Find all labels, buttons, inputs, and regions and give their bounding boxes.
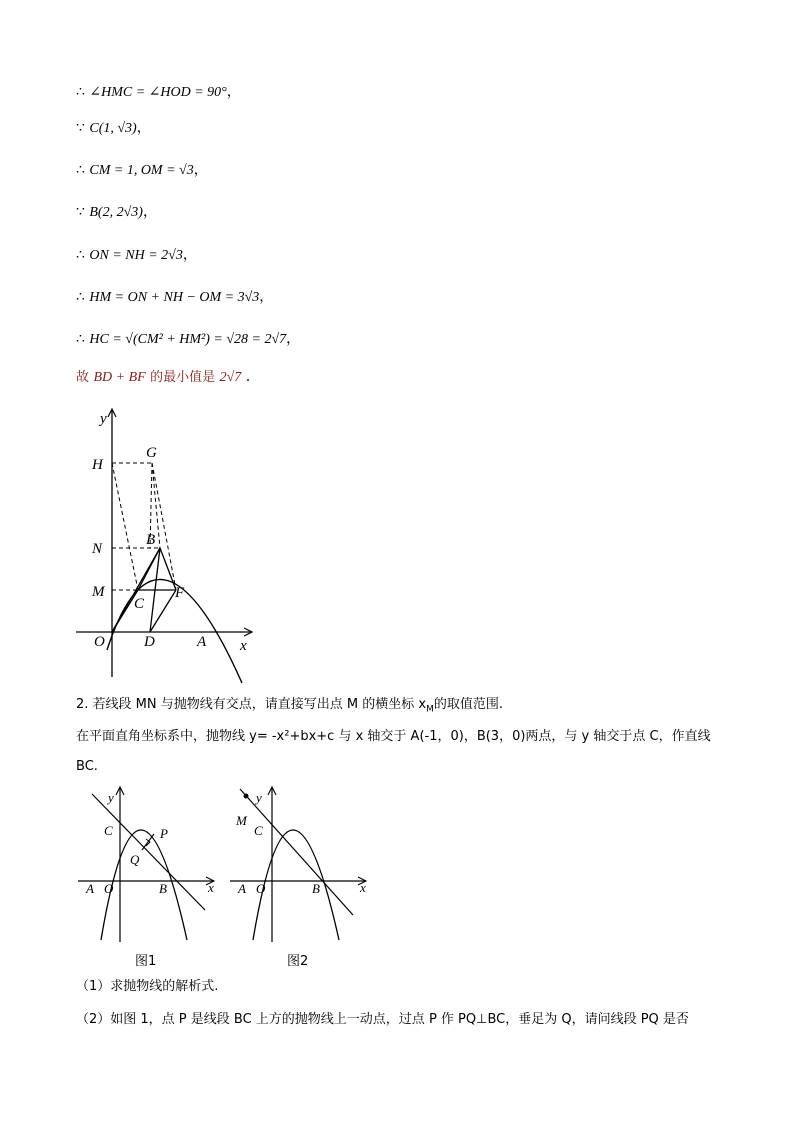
punctuation: ， (182, 247, 197, 263)
label-B: B (146, 532, 156, 548)
conclusion (76, 367, 250, 388)
question-2-end: 的取值范围. (433, 697, 503, 712)
because-symbol: ∵ (76, 120, 85, 136)
part-2: （2）如图 1，点 P 是线段 BC 上方的抛物线上一动点，过点 P 作 PQ⊥BC，垂足为 Q，请问线段 PQ 是否 (76, 1012, 689, 1027)
step-1-expression: ∠HMC = ∠HOD = 90° (89, 85, 227, 100)
step-3-expression: CM = 1, OM = √3 (89, 163, 194, 178)
punctuation: ， (193, 162, 208, 178)
fig-a-label-x: x (208, 880, 214, 895)
therefore-symbol: ∴ (76, 247, 85, 263)
label-x: x (240, 638, 247, 654)
fig-b-label-C: C (254, 823, 263, 838)
problem-line-2: BC. (76, 759, 98, 774)
label-H: H (92, 457, 103, 473)
step-5 (76, 245, 197, 266)
fig-b-label-O: O (256, 881, 266, 896)
step-7-expression: HC = √(CM² + HM²) = √28 = 2√7 (89, 332, 287, 347)
fig-a-label-C: C (104, 823, 113, 838)
question-2 (76, 695, 503, 720)
fig-b-label-A: A (238, 881, 246, 896)
step-1 (76, 82, 241, 103)
label-A: A (197, 634, 207, 650)
step-4-expression: B(2, 2√3) (89, 205, 143, 220)
step-4 (76, 202, 157, 223)
label-D: D (144, 634, 155, 650)
fig-b-caption: 图2 (287, 954, 309, 969)
fig-b-label-B: B (312, 881, 320, 896)
punctuation: ， (259, 289, 274, 305)
conclusion-value: 2√7 (219, 370, 242, 385)
fig-a-label-O: O (104, 881, 114, 896)
fig-a-label-B: B (159, 881, 167, 896)
fig-b-point-m (244, 794, 249, 799)
fig-a-caption: 图1 (135, 954, 157, 969)
figure-a (74, 780, 224, 950)
fig-a-label-y: y (108, 790, 114, 805)
label-C: C (134, 596, 145, 612)
therefore-symbol: ∴ (76, 84, 85, 100)
fig-a-label-A: A (86, 881, 94, 896)
label-G: G (146, 445, 157, 461)
construction-figure (70, 405, 270, 685)
question-2-subscript: M (426, 704, 434, 715)
step-6-expression: HM = ON + NH − OM = 3√3 (89, 290, 260, 305)
because-symbol: ∵ (76, 204, 85, 220)
step-5-expression: ON = NH = 2√3 (89, 248, 183, 263)
fig-a-label-Q: Q (130, 852, 140, 867)
figure-b (226, 780, 376, 950)
step-7 (76, 329, 300, 350)
fig-b-label-y: y (256, 790, 262, 805)
label-O: O (94, 634, 105, 650)
fig-a-segment-pq (142, 834, 154, 850)
therefore-symbol: ∴ (76, 289, 85, 305)
punctuation: ， (136, 120, 151, 136)
fig-b-label-M: M (236, 813, 247, 828)
dashed-construction-lines (112, 463, 176, 590)
fig-b-label-x: x (360, 880, 366, 895)
step-2-expression: C(1, √3) (89, 121, 137, 136)
therefore-symbol: ∴ (76, 331, 85, 347)
punctuation: ， (226, 84, 241, 100)
step-2 (76, 118, 151, 139)
conclusion-end: . (245, 369, 251, 385)
label-N: N (92, 541, 103, 557)
part-1: （1）求抛物线的解析式. (76, 979, 219, 994)
question-2-text: 2. 若线段 MN 与抛物线有交点，请直接写出点 M 的横坐标 x (76, 697, 427, 712)
label-F: F (175, 585, 185, 601)
fig-b-line-bc (240, 789, 353, 915)
fig-a-label-P: P (160, 826, 168, 841)
punctuation: ， (286, 331, 301, 347)
punctuation: ， (142, 204, 157, 220)
conclusion-mid: 的最小值是 (150, 370, 216, 385)
therefore-symbol: ∴ (76, 162, 85, 178)
step-3 (76, 160, 208, 181)
conclusion-expression: BD + BF (93, 370, 146, 385)
conclusion-lead: 故 (76, 370, 90, 385)
problem-line-1: 在平面直角坐标系中，抛物线 y= -x²+bx+c 与 x 轴交于 A(-1，0)，B(3，0)两点，与 y 轴交于点 C，作直线 (76, 729, 711, 744)
label-y: y (100, 411, 107, 427)
label-M: M (92, 584, 105, 600)
step-6 (76, 287, 273, 308)
